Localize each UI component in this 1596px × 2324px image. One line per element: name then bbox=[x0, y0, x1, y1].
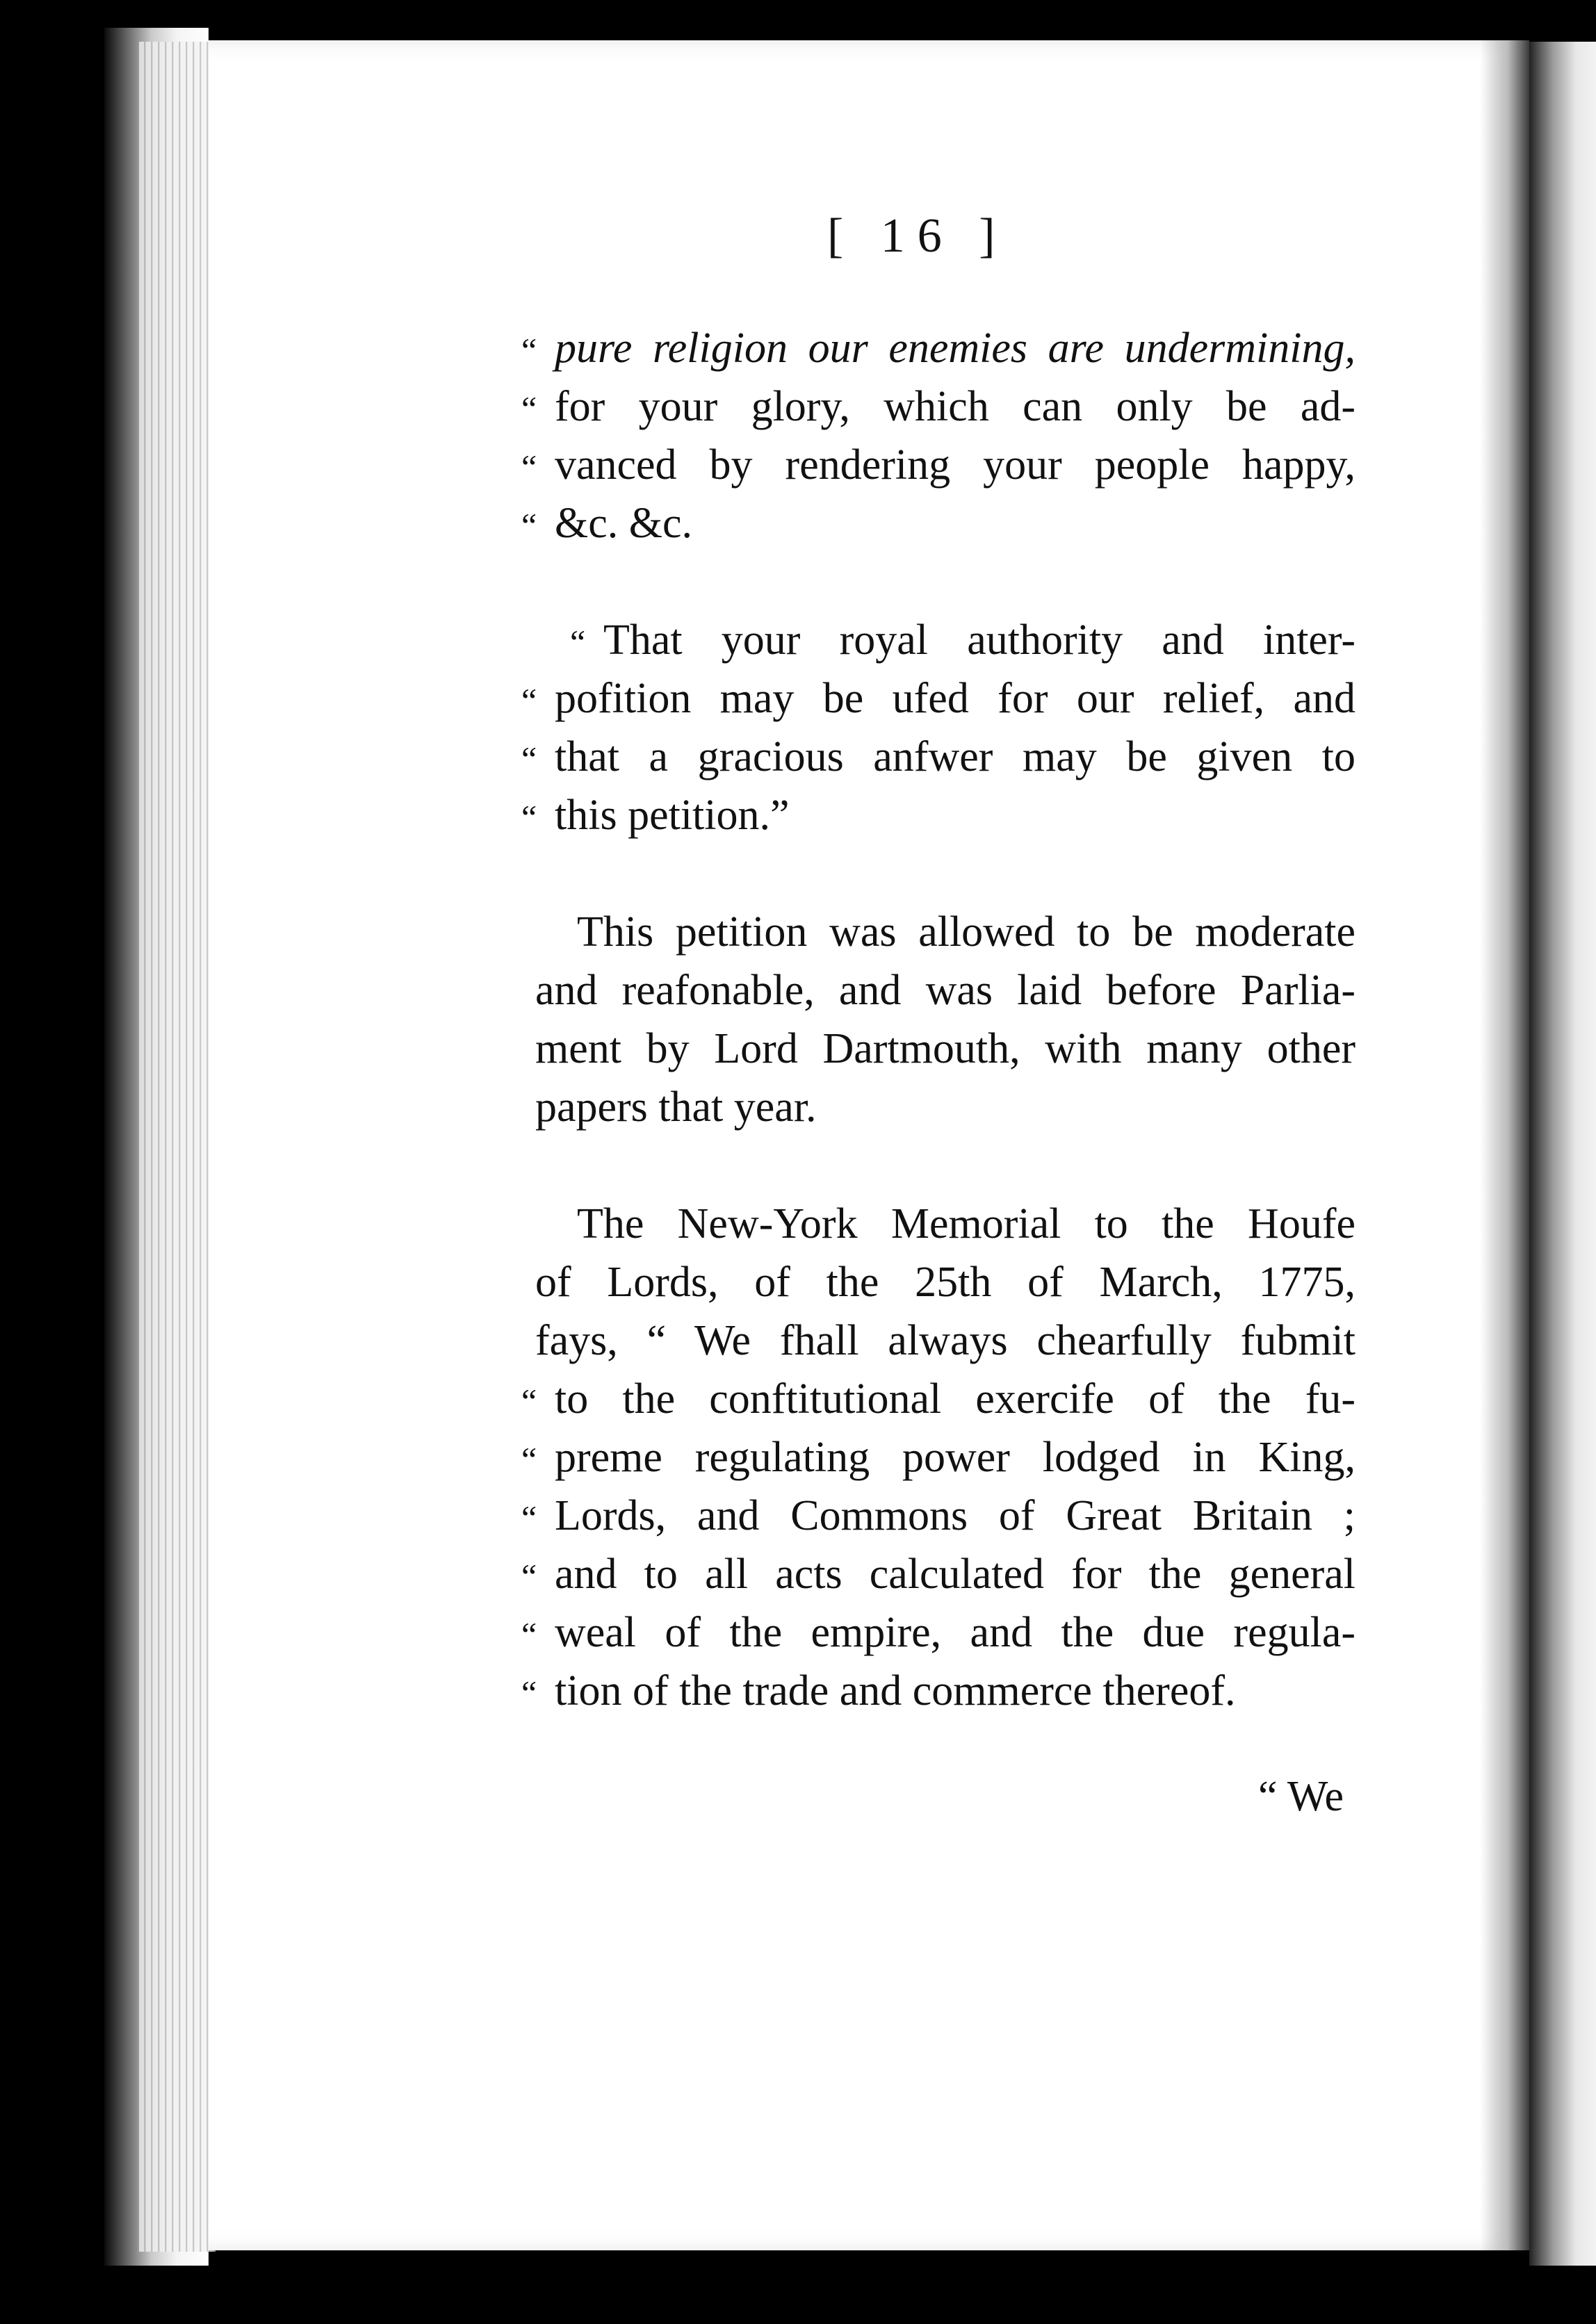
page-number: [ 16 ] bbox=[827, 209, 1008, 263]
line-text: to the conftitutional exercife of the fu- bbox=[555, 1375, 1355, 1423]
quote-mark: “ bbox=[521, 1440, 537, 1479]
catchword: “ We bbox=[1258, 1773, 1344, 1820]
text-line bbox=[521, 794, 790, 837]
text-line bbox=[521, 1377, 1355, 1421]
text-line bbox=[521, 1611, 1355, 1654]
text-line bbox=[570, 616, 1355, 664]
quote-mark: “ bbox=[521, 1674, 537, 1712]
line-text: for your glory, which can only be ad- bbox=[555, 383, 1355, 430]
line-text: fays, “ We fhall always chearfully fubmit bbox=[535, 1317, 1355, 1364]
text-line bbox=[535, 1083, 817, 1131]
line-text: and reafonable, and was laid before Parlia- bbox=[535, 967, 1355, 1014]
quote-mark: “ bbox=[521, 739, 537, 778]
quote-mark: “ bbox=[521, 1498, 537, 1537]
line-text: of Lords, of the 25th of March, 1775, bbox=[535, 1259, 1355, 1306]
line-text: Lords, and Commons of Great Britain ; bbox=[555, 1492, 1355, 1539]
text-line bbox=[521, 1436, 1355, 1479]
text-line bbox=[535, 1319, 1355, 1362]
quote-mark: “ bbox=[521, 798, 537, 837]
text-line bbox=[521, 1494, 1355, 1537]
text-line bbox=[535, 1261, 1355, 1304]
quote-mark: “ bbox=[521, 506, 537, 545]
text-line bbox=[521, 677, 1355, 720]
quote-mark: “ bbox=[521, 389, 537, 428]
line-text: and to all acts calculated for the general bbox=[555, 1550, 1355, 1598]
text-line bbox=[521, 502, 692, 545]
line-text: The New-York Memorial to the Houfe bbox=[577, 1200, 1355, 1247]
line-text: preme regulating power lodged in King, bbox=[555, 1434, 1355, 1481]
quote-mark: “ bbox=[521, 1615, 537, 1654]
line-text: &c. &c. bbox=[555, 500, 692, 547]
line-text: pure religion our enemies are undermining, bbox=[555, 325, 1355, 372]
line-text: this petition.” bbox=[555, 792, 790, 839]
line-text: That your royal authority and inter- bbox=[603, 616, 1355, 664]
text-line bbox=[521, 327, 1355, 370]
quote-mark: “ bbox=[570, 623, 586, 662]
line-text: ment by Lord Dartmouth, with many other bbox=[535, 1025, 1355, 1072]
text-line bbox=[521, 1550, 1355, 1598]
text-line bbox=[577, 910, 1355, 954]
text-line bbox=[521, 735, 1355, 778]
text-line bbox=[535, 1027, 1355, 1070]
line-text: pofition may be ufed for our relief, and bbox=[555, 675, 1355, 722]
quote-mark: “ bbox=[521, 448, 537, 486]
text-line bbox=[535, 969, 1355, 1012]
text-line bbox=[521, 385, 1355, 428]
text-line bbox=[577, 1202, 1355, 1245]
quote-mark: “ bbox=[521, 1557, 537, 1596]
line-text: that a gracious anfwer may be given to bbox=[555, 733, 1355, 780]
book-page bbox=[209, 40, 1529, 2250]
quote-mark: “ bbox=[521, 681, 537, 720]
facing-page-edge bbox=[1529, 42, 1596, 2266]
line-text: weal of the empire, and the due regula- bbox=[555, 1609, 1355, 1656]
line-text: This petition was allowed to be moderate bbox=[577, 908, 1355, 956]
line-text: vanced by rendering your people happy, bbox=[555, 441, 1355, 489]
text-line bbox=[521, 441, 1355, 489]
page-edges bbox=[139, 42, 215, 2252]
text-line bbox=[521, 1667, 1236, 1715]
quote-mark: “ bbox=[521, 1382, 537, 1421]
quote-mark: “ bbox=[521, 331, 537, 370]
line-text: tion of the trade and commerce thereof. bbox=[555, 1667, 1236, 1715]
line-text: papers that year. bbox=[535, 1083, 817, 1131]
